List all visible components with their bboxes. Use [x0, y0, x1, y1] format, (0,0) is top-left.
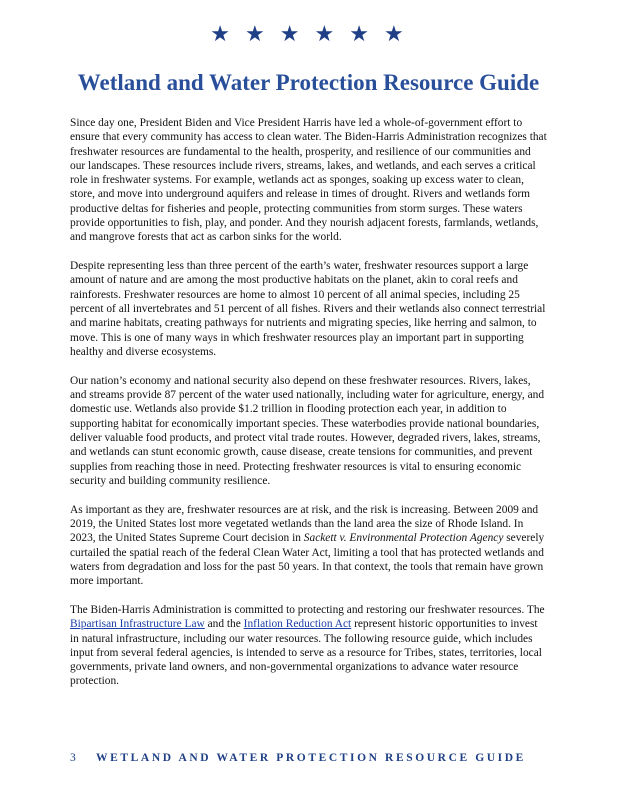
case-citation: Sackett v. Environmental Protection Agency	[303, 532, 504, 545]
page-footer	[70, 752, 570, 764]
paragraph-4	[70, 503, 548, 589]
star-icon: ★	[314, 22, 338, 47]
paragraph-3: Our nation’s economy and national security also depend on these freshwater resources. Rivers, lakes, and streams provide 87 percent of the water used nationally, including water for agriculture, energy, and domestic use. Wetlands also provide $1.2 trillion in flooding protection each year, in addition to supporting habitat for economically important species. These waterbodies provide national boundaries, deliver valuable food products, and protect vital trade routes. However, degraded rivers, lakes, streams, and wetlands can stunt economic growth, cause disease, create tensions for communities, and prevent supplies from reaching those in need. Protecting freshwater resources is vital to ensuring economic security and building community resilience.	[70, 374, 545, 487]
paragraph-5-text-a: The Biden-Harris Administration is committed to protecting and restoring our freshwater resources. The	[70, 603, 545, 616]
paragraph-1: Since day one, President Biden and Vice President Harris have led a whole-of-government effort to ensure that every community has access to clean water. The Biden-Harris Administration recognizes that freshwater resources are fundamental to the health, prosperity, and resilience of our communities and our landscapes. These resources include rivers, streams, lakes, and wetlands, and each serves a critical role in freshwater systems. For example, wetlands act as sponges, soaking up excess water to clean, store, and move into underground aquifers and release in times of drought. Rivers and wetlands form productive deltas for fisheries and people, protecting communities from storm surges. These waters provide opportunities to fish, play, and ponder. And they nourish adjacent forests, farmlands, wetlands, and mangrove forests that act as carbon sinks for the world.	[70, 117, 547, 244]
paragraph-5	[70, 603, 548, 689]
page-number: 3	[70, 752, 76, 764]
paragraph-5-text-b: and the	[204, 618, 244, 631]
body-text	[70, 116, 548, 703]
paragraph-4-text-b: severely curtailed the spatial reach of the federal Clean Water Act, limiting a tool that has protected wetlands and waters from degradation and loss for the past 50 years. In that context, the tools that remain have grown more important.	[70, 532, 545, 588]
paragraph-4-text-a: As important as they are, freshwater resources are at risk, and the risk is increasing. Between 2009 and 2019, the United States lost more vegetated wetlands than the land area the size of Rhode Island. In 2023, the United States Supreme Court decision in	[70, 503, 539, 545]
paragraph-2: Despite representing less than three percent of the earth’s water, freshwater resources support a large amount of nature and are among the most productive habitats on the planet, akin to coral reefs and rainforests. Freshwater resources are home to almost 10 percent of all animal species, including 25 percent of all invertebrates and 51 percent of all fishes. Rivers and their wetlands also connect terrestrial and marine habitats, creating pathways for nutrients and migrating species, like herring and salmon, to move. This is one of many ways in which freshwater resources play an important part in supporting healthy and diverse ecosystems.	[70, 260, 546, 358]
footer-title: WETLAND AND WATER PROTECTION RESOURCE GUIDE	[96, 752, 526, 764]
star-icon: ★	[210, 22, 234, 47]
star-row	[0, 22, 617, 47]
inflation-reduction-act-link[interactable]: Inflation Reduction Act	[243, 618, 352, 631]
bipartisan-infrastructure-law-link[interactable]: Bipartisan Infrastructure Law	[70, 618, 205, 631]
page-title: Wetland and Water Protection Resource Guide	[77, 70, 540, 95]
star-icon: ★	[383, 22, 407, 47]
star-icon: ★	[245, 22, 268, 47]
star-icon: ★	[349, 22, 372, 47]
star-icon: ★	[279, 22, 303, 47]
paragraph-5-text-c: represent historic opportunities to invest in natural infrastructure, including our water resources. The following resource guide, which includes input from several federal agencies, is intended to serve as a resource for Tribes, states, territories, local governments, private land owners, and non-governmental organizations to advance water resource protection.	[70, 618, 542, 688]
